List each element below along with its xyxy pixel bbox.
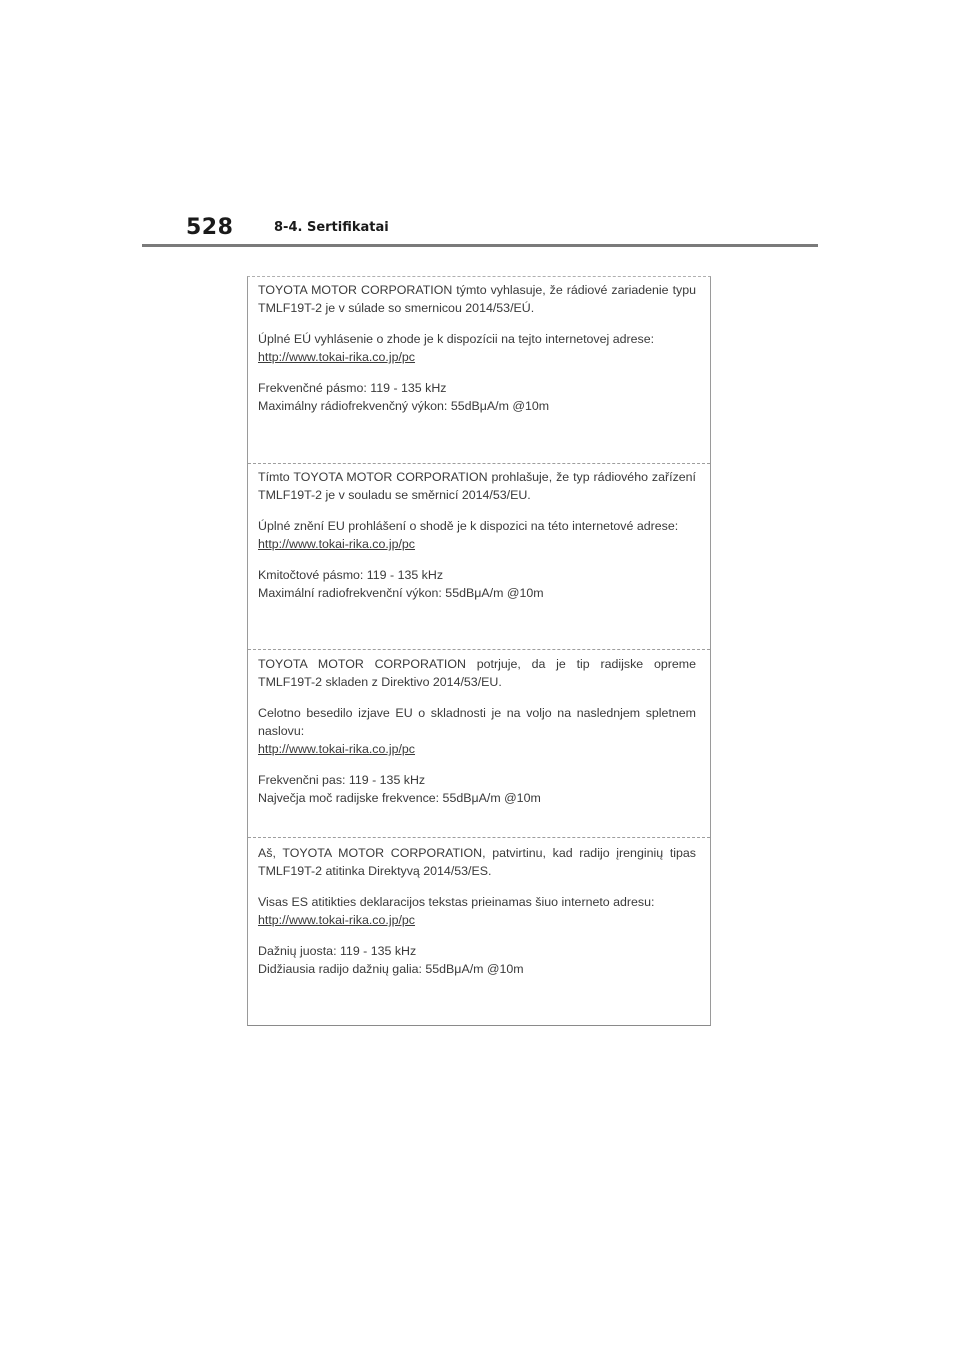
max-power-text: Didžiausia radijo dažnių galia: 55dBμA/m @10m [258, 962, 524, 976]
max-power-text: Maximální radiofrekvenční výkon: 55dBμA/m @10m [258, 586, 544, 600]
certificate-link[interactable]: http://www.tokai-rika.co.jp/pc [258, 913, 416, 927]
max-power-text: Največja moč radijske frekvence: 55dBμA/m @10m [258, 791, 541, 805]
header-divider [142, 244, 818, 247]
frequency-band-text: Frekvenčni pas: 119 - 135 kHz [258, 773, 426, 787]
certificate-box [247, 276, 711, 1026]
frequency-band-text: Dažnių juosta: 119 - 135 kHz [258, 944, 417, 958]
max-power-text: Maximálny rádiofrekvenčný výkon: 55dBμA/m @10m [258, 399, 550, 413]
certificate-link[interactable]: http://www.tokai-rika.co.jp/pc [258, 350, 416, 364]
frequency-band-text: Kmitočtové pásmo: 119 - 135 kHz [258, 568, 444, 582]
availability-text: Úplné EÚ vyhlásenie o zhode je k dispozícii na tejto internetovej adrese: [258, 332, 655, 346]
certificate-link[interactable]: http://www.tokai-rika.co.jp/pc [258, 537, 416, 551]
certificate-link[interactable]: http://www.tokai-rika.co.jp/pc [258, 742, 416, 756]
page-number: 528 [186, 215, 234, 240]
declaration-text: TOYOTA MOTOR CORPORATION potrjuje, da je tip radijske opreme TMLF19T-2 skladen z Direktivo 2014/53/EU. [258, 657, 696, 689]
availability-text: Úplné znění EU prohlášení o shodě je k dispozici na této internetové adrese: [258, 519, 679, 533]
certificate-section-sl [248, 649, 710, 837]
availability-text: Celotno besedilo izjave EU o skladnosti je na voljo na naslednjem spletnem naslovu: [258, 706, 696, 738]
declaration-text: TOYOTA MOTOR CORPORATION týmto vyhlasuje, že rádiové zariadenie typu TMLF19T-2 je v súlade so smernicou 2014/53/EÚ. [258, 283, 696, 315]
declaration-text: Aš, TOYOTA MOTOR CORPORATION, patvirtinu, kad radijo įrenginių tipas TMLF19T-2 atitinka Direktyvą 2014/53/ES. [258, 846, 696, 878]
certificate-section-lt [248, 837, 710, 1025]
page-header [142, 214, 818, 246]
certificate-section-sk [248, 277, 710, 463]
certificate-section-cs [248, 463, 710, 649]
section-title: 8-4. Sertifikatai [274, 220, 389, 235]
declaration-text: Tímto TOYOTA MOTOR CORPORATION prohlašuje, že typ rádiového zařízení TMLF19T-2 je v souladu se směrnicí 2014/53/EU. [258, 470, 696, 502]
availability-text: Visas ES atitikties deklaracijos tekstas prieinamas šiuo interneto adresu: [258, 895, 655, 909]
frequency-band-text: Frekvenčné pásmo: 119 - 135 kHz [258, 381, 447, 395]
